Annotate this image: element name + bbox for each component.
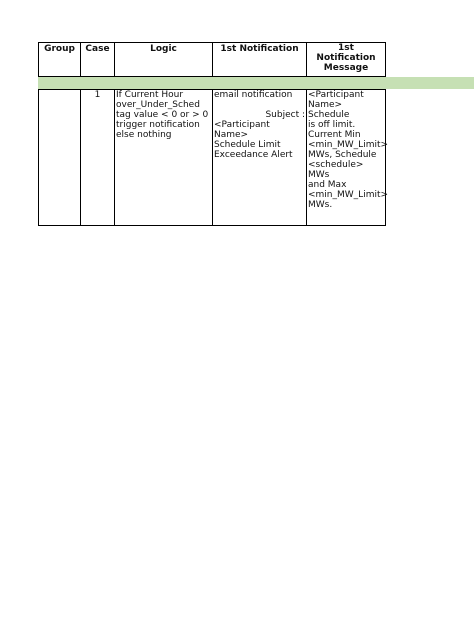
notification-type: email notification	[214, 90, 293, 100]
section-band	[38, 77, 474, 89]
header-logic: Logic	[114, 42, 213, 77]
notification-subject-body: <Participant Name> Schedule Limit Exceedance Alert	[214, 120, 293, 160]
header-1st-notification: 1st Notification	[212, 42, 307, 77]
notification-subject-label: Subject :	[265, 110, 305, 120]
header-group: Group	[38, 42, 81, 77]
header-1st-notification-message: 1st Notification Message	[306, 42, 386, 77]
header-case: Case	[80, 42, 115, 77]
row-notification-cell	[212, 89, 307, 226]
row-logic-cell: If Current Hour over_Under_Sched tag value < 0 or > 0 trigger notification else nothing	[114, 89, 213, 226]
row-case-cell: 1	[80, 89, 115, 226]
row-group-cell	[38, 89, 81, 226]
row-message-cell: <Participant Name> Schedule is off limit. Current Min <min_MW_Limit> MWs, Schedule <schedule> MWs and Max <min_MW_Limit> MWs.	[306, 89, 386, 226]
